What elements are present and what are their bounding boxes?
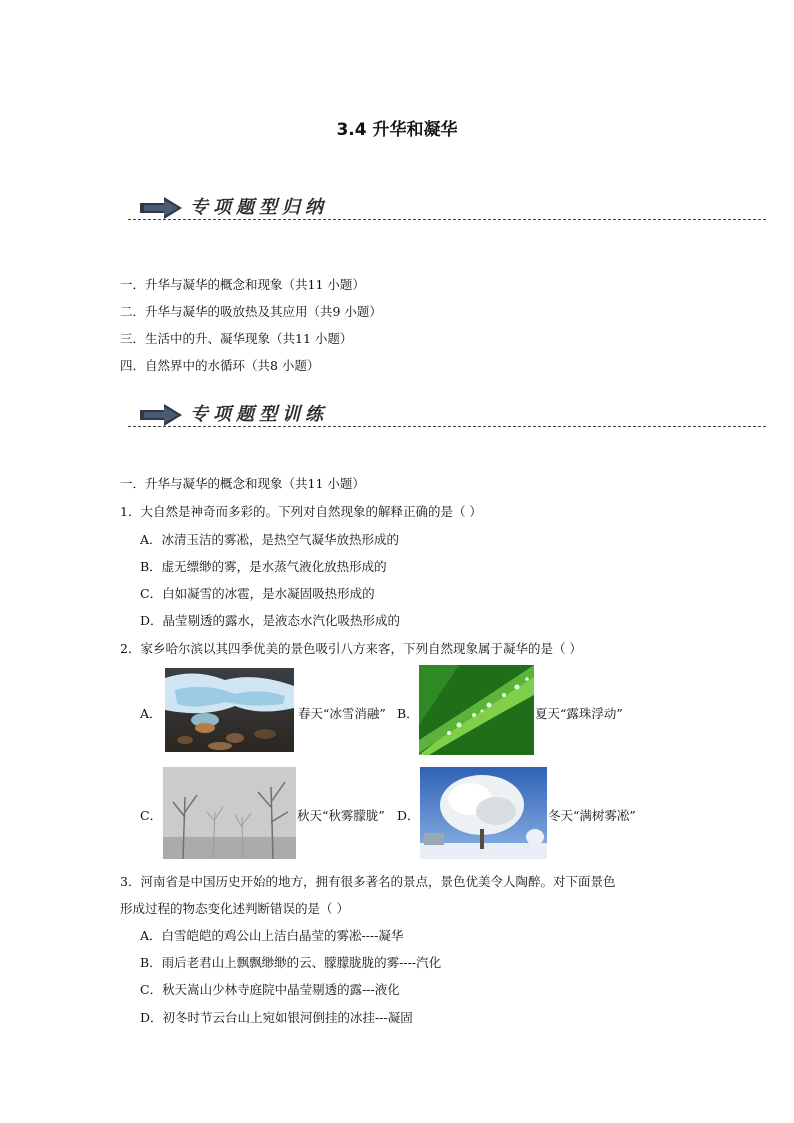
question-3-option-b: B．雨后老君山上飘飘缈缈的云、朦朦胧胧的雾----汽化 — [140, 955, 442, 970]
question-1-stem: 1．大自然是神奇而多彩的。下列对自然现象的解释正确的是（ ） — [120, 504, 482, 519]
option-b-label: B． — [397, 706, 419, 721]
option-c-label: C． — [140, 808, 163, 823]
toc-item-2: 二．升华与凝华的吸放热及其应用（共9 小题） — [120, 304, 382, 319]
dashed-divider — [128, 219, 766, 220]
option-d-caption: 冬天“满树雾凇” — [548, 808, 636, 823]
option-a-label: A． — [140, 706, 162, 721]
ice-melting-photo — [165, 668, 294, 752]
page-title: 3.4 升华和凝华 — [336, 120, 458, 140]
arrow-icon — [140, 404, 182, 426]
arrow-icon — [140, 197, 182, 219]
option-d-label: D． — [397, 808, 420, 823]
banner-title: 专项题型归纳 — [190, 197, 328, 218]
section-banner-training — [140, 400, 766, 430]
question-2-stem: 2．家乡哈尔滨以其四季优美的景色吸引八方来客，下列自然现象属于凝华的是（ ） — [120, 641, 582, 656]
rime-tree-photo — [420, 767, 547, 859]
question-1-option-c: C．白如凝雪的冰雹，是水凝固吸热形成的 — [140, 586, 375, 601]
toc-item-3: 三．生活中的升、凝华现象（共11 小题） — [120, 331, 353, 346]
question-3-option-d: D．初冬时节云台山上宛如银河倒挂的冰挂---凝固 — [140, 1010, 413, 1025]
section-heading: 一．升华与凝华的概念和现象（共11 小题） — [120, 476, 365, 491]
question-3-stem-line2: 形成过程的物态变化述判断错误的是（ ） — [120, 901, 349, 916]
option-c-caption: 秋天“秋雾朦胧” — [297, 808, 385, 823]
question-3-option-c: C．秋天嵩山少林寺庭院中晶莹剔透的露---液化 — [140, 982, 400, 997]
option-a-caption: 春天“冰雪消融” — [298, 706, 386, 721]
question-1-option-b: B．虚无缥缈的雾，是水蒸气液化放热形成的 — [140, 559, 387, 574]
foggy-trees-photo — [163, 767, 296, 859]
toc-item-4: 四．自然界中的水循环（共8 小题） — [120, 358, 320, 373]
option-b-caption: 夏天“露珠浮动” — [535, 706, 623, 721]
toc-item-1: 一．升华与凝华的概念和现象（共11 小题） — [120, 277, 365, 292]
question-3-option-a: A．白雪皑皑的鸡公山上洁白晶莹的雾凇----凝华 — [140, 928, 404, 943]
question-3-stem-line1: 3．河南省是中国历史开始的地方，拥有很多著名的景点，景色优美令人陶醉。对下面景色 — [120, 874, 616, 889]
dew-drops-photo — [419, 665, 534, 755]
dashed-divider — [128, 426, 766, 427]
banner-title: 专项题型训练 — [190, 404, 328, 425]
section-banner-summary — [140, 193, 766, 223]
question-1-option-d: D．晶莹剔透的露水，是液态水汽化吸热形成的 — [140, 613, 401, 628]
question-1-option-a: A．冰清玉洁的雾凇，是热空气凝华放热形成的 — [140, 532, 400, 547]
